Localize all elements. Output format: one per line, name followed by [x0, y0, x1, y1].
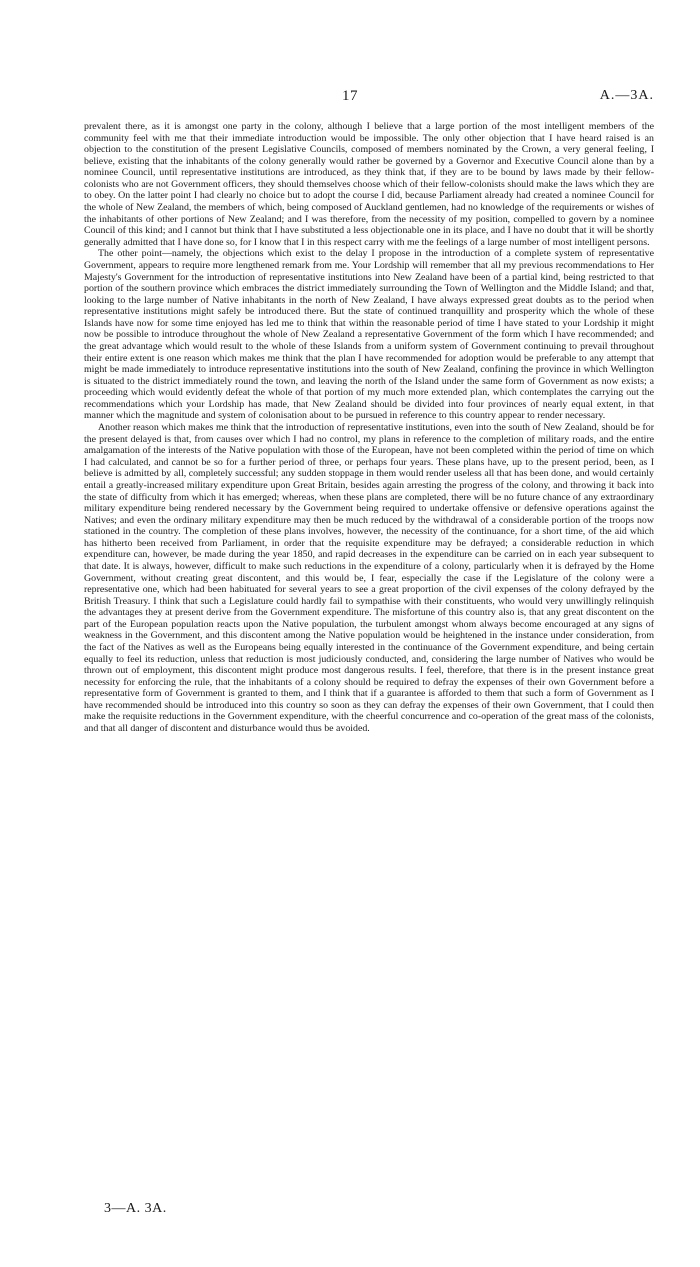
document-reference: A.—3A.	[599, 88, 654, 103]
signature-reference: 3—A. 3A.	[104, 1201, 167, 1216]
body-text	[84, 121, 654, 735]
paragraph-continuation: prevalent there, as it is amongst one party in the colony, although I believe that a large portion of the most intelligent members of the community feel with me that their immediate introduction would be impossible. The only other objection that I have heard raised is an objection to the constitution of the present Legislative Councils, composed of members nominated by the Crown, a very general feeling, I believe, existing that the inhabitants of the colony generally would rather be governed by a Governor and Executive Council alone than by a nominee Council, until representative institutions are introduced, as they think that, if they are to be bound by laws made by their fellow-colonists who are not Government officers, they should themselves choose which of their fellow-colonists should make the laws which they are to obey. On the latter point I had clearly no choice but to adopt the course I did, because Parliament already had created a nominee Council for the whole of New Zealand, the members of which, being composed of Auckland gentlemen, had no knowledge of the requirements or wishes of the inhabitants of other portions of New Zealand; and I was therefore, from the necessity of my position, compelled to govern by a nominee Council of this kind; and I cannot but think that I have substituted a less objectionable one in its place, and I have no doubt that it will be shortly generally admitted that I have done so, for I know that I in this respect carry with me the feelings of a large number of most intelligent persons.	[84, 121, 654, 248]
paragraph: Another reason which makes me think that the introduction of representative institutions, even into the south of New Zealand, should be for the present delayed is that, from causes over which I had no control, my plans in reference to the completion of military roads, and the entire amalgamation of the interests of the Native population with those of the European, have not been completed within the period of time on which I had calculated, and cannot be so for a further period of three, or perhaps four years. These plans have, up to the present period, been, as I believe is admitted by all, completely successful; any sudden stoppage in them would render useless all that has been done, and would certainly entail a greatly-increased military expenditure upon Great Britain, besides again arresting the progress of the colony, and throwing it back into the state of difficulty from which it has emerged; whereas, when these plans are completed, there will be no future chance of any extraordinary military expenditure being rendered necessary by the Government being required to undertake offensive or defensive operations against the Natives; and even the ordinary military expenditure may then be much reduced by the withdrawal of a considerable portion of the troops now stationed in the country. The completion of these plans involves, however, the necessity of the continuance, for a short time, of the aid which has hitherto been received from Parliament, in order that the requisite expenditure may be defrayed; a considerable reduction in which expenditure can, however, be made during the year 1850, and rapid decreases in the expenditure can be carried on in each year subsequent to that date. It is always, however, difficult to make such reductions in the expenditure of a colony, particularly when it is defrayed by the Home Government, without creating great discontent, and this would be, I fear, especially the case if the Legislature of the colony were a representative one, which had been habituated for several years to see a great proportion of the civil expenses of the colony defrayed by the British Treasury. I think that such a Legislature could hardly fail to sympathise with their constituents, who would very unwillingly relinquish the advantages they at present derive from the Government expenditure. The misfortune of this country also is, that any great discontent on the part of the European population reacts upon the Native population, the turbulent amongst whom always become encouraged at any signs of weakness in the Government, and this discontent among the Native population would be heightened in the instance under consideration, from the fact of the Natives as well as the Europeans being equally interested in the continuance of the Government expenditure, and being certain equally to feel its reduction, unless that reduction is most judiciously conducted, and, considering the large number of Natives who would be thrown out of employment, this discontent might produce most dangerous results. I feel, therefore, that there is in the present instance great necessity for enforcing the rule, that the inhabitants of a colony should be required to defray the expenses of their own Government before a representative form of Government is granted to them, and I think that if a guarantee is afforded to them that such a form of Government as I have recommended should be introduced into this country so soon as they can defray the expenses of their own Government, that I could then make the requisite reductions in the Government expenditure, with the cheerful concurrence and co-operation of the great mass of the colonists, and that all danger of discontent and disturbance would thus be avoided.	[84, 422, 654, 735]
page-number: 17	[342, 88, 358, 104]
paragraph: The other point—namely, the objections which exist to the delay I propose in the introduction of a complete system of representative Government, appears to require more lengthened remark from me. Your Lordship will remember that all my previous recommendations to Her Majesty's Government for the introduction of representative institutions into New Zealand have been of a partial kind, being restricted to that portion of the southern province which embraces the district immediately surrounding the Town of Wellington and the Middle Island; and that, looking to the large number of Native inhabitants in the north of New Zealand, I have always expressed great doubts as to the period when representative institutions might safely be introduced there. But the state of continued tranquillity and prosperity which the whole of these Islands have now for some time enjoyed has led me to think that within the reasonable period of time I have stated to your Lordship it might now be possible to introduce throughout the whole of New Zealand a representative Government of the form which I have recommended; and the great advantage which would result to the whole of these Islands from a uniform system of Government continuing to prevail throughout their entire extent is one reason which makes me think that the plan I have recommended for adoption would be preferable to any attempt that might be made immediately to introduce representative institutions into the south of New Zealand, confining the province in which Wellington is situated to the district immediately round the town, and leaving the north of the Island under the same form of Government as now exists; a proceeding which would evidently defeat the whole of that portion of my much more extended plan, which contemplates the carrying out the recommendations which your Lordship has made, that New Zealand should be divided into four provinces of nearly equal extent, in that manner which the magnitude and system of colonisation about to be pursued in reference to this country appear to render necessary.	[84, 248, 654, 422]
page-header	[84, 88, 654, 108]
